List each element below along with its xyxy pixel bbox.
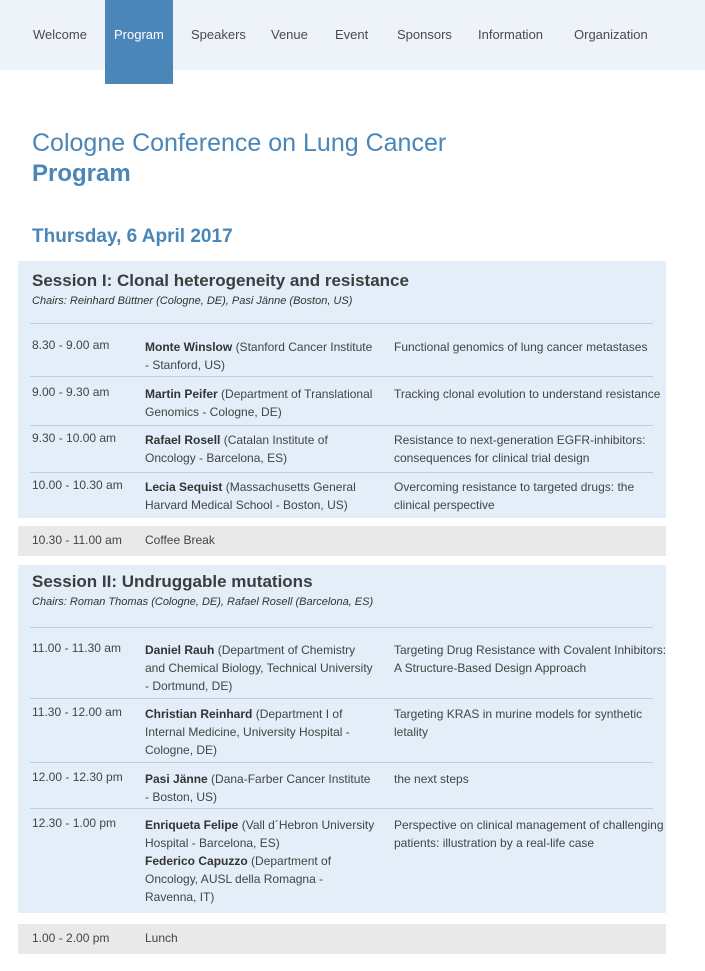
speaker-name: Christian Reinhard xyxy=(145,707,253,721)
nav-item-event[interactable]: Event xyxy=(335,27,369,42)
session-title: Session I: Clonal heterogeneity and resistance xyxy=(32,271,409,290)
speaker-affiliation: (Dana-Farber Cancer Institute - Boston, US) xyxy=(145,772,371,804)
nav-item-sponsors[interactable]: Sponsors xyxy=(397,27,452,42)
speaker-affiliation: (Department of Oncology, AUSL della Romagna - Ravenna, IT) xyxy=(145,854,332,904)
talk-time: 10.00 - 10.30 am xyxy=(32,478,123,492)
page-title: Cologne Conference on Lung Cancer xyxy=(32,129,447,157)
page-subtitle: Program xyxy=(32,160,131,187)
talk-time: 9.00 - 9.30 am xyxy=(32,385,110,399)
break-label: Lunch xyxy=(145,931,178,945)
talk-time: 11.00 - 11.30 am xyxy=(32,641,121,655)
talk-title: Perspective on clinical management of challenging patients: illustration by a real-life case xyxy=(394,818,664,850)
speaker-name: Martin Peifer xyxy=(145,387,218,401)
break-row xyxy=(18,526,666,556)
speaker-name: Pasi Jänne xyxy=(145,772,208,786)
nav-item-speakers[interactable]: Speakers xyxy=(191,27,246,42)
main-nav xyxy=(0,0,670,84)
speaker-name: Enriqueta Felipe xyxy=(145,818,239,832)
session-chairs: Chairs: Roman Thomas (Cologne, DE), Rafael Rosell (Barcelona, ES) xyxy=(32,596,374,608)
speaker-name: Rafael Rosell xyxy=(145,433,221,447)
nav-item-organization[interactable]: Organization xyxy=(574,27,648,42)
talk-speaker xyxy=(145,431,375,467)
talk-time: 9.30 - 10.00 am xyxy=(32,431,117,445)
divider xyxy=(30,425,653,426)
talk-time: 12.00 - 12.30 pm xyxy=(32,770,123,784)
break-time: 10.30 - 11.00 am xyxy=(32,533,122,547)
talk-title: Overcoming resistance to targeted drugs: the clinical perspective xyxy=(394,480,635,512)
break-time: 1.00 - 2.00 pm xyxy=(32,931,110,945)
talk-title: Functional genomics of lung cancer metastases xyxy=(394,340,648,354)
talk-speaker xyxy=(145,816,375,906)
session-title: Session II: Undruggable mutations xyxy=(32,572,313,591)
speaker-affiliation: (Catalan Institute of Oncology - Barcelona, ES) xyxy=(145,433,328,465)
talk-title: Targeting Drug Resistance with Covalent Inhibitors: A Structure-Based Design Approach xyxy=(394,643,667,675)
nav-item-venue[interactable]: Venue xyxy=(271,27,308,42)
divider xyxy=(30,472,653,473)
divider xyxy=(30,808,653,809)
speaker-name: Lecia Sequist xyxy=(145,480,223,494)
session-chairs: Chairs: Reinhard Büttner (Cologne, DE), Pasi Jänne (Boston, US) xyxy=(32,295,353,307)
speaker-name: Federico Capuzzo xyxy=(145,854,248,868)
speaker-affiliation: (Massachusetts General Harvard Medical School - Boston, US) xyxy=(145,480,356,512)
nav-item-information[interactable]: Information xyxy=(478,27,544,42)
talk-speaker xyxy=(145,641,375,695)
divider xyxy=(30,762,653,763)
divider xyxy=(30,376,653,377)
speaker-name: Monte Winslow xyxy=(145,340,233,354)
speaker-affiliation: (Vall d´Hebron University Hospital - Barcelona, ES) xyxy=(145,818,375,850)
program-day: Thursday, 6 April 2017 xyxy=(32,226,233,247)
talk-title: Targeting KRAS in murine models for synthetic letality xyxy=(394,707,643,739)
divider xyxy=(30,323,653,324)
divider xyxy=(30,627,653,628)
talk-speaker xyxy=(145,338,375,374)
speaker-name: Daniel Rauh xyxy=(145,643,215,657)
talk-title: Tracking clonal evolution to understand resistance xyxy=(394,387,661,401)
talk-time: 12.30 - 1.00 pm xyxy=(32,816,117,830)
speaker-affiliation: (Department of Chemistry and Chemical Biology, Technical University - Dortmund, DE) xyxy=(145,643,373,693)
talk-title: Resistance to next-generation EGFR-inhibitors: consequences for clinical trial design xyxy=(394,433,646,465)
speaker-affiliation: (Department I of Internal Medicine, University Hospital - Cologne, DE) xyxy=(145,707,350,757)
break-label: Coffee Break xyxy=(145,533,215,547)
talk-speaker xyxy=(145,770,375,806)
talk-title: the next steps xyxy=(394,772,469,786)
session-block xyxy=(18,565,666,913)
talk-time: 8.30 - 9.00 am xyxy=(32,338,110,352)
divider xyxy=(30,698,653,699)
session-block xyxy=(18,261,666,518)
speaker-affiliation: (Stanford Cancer Institute - Stanford, US) xyxy=(145,340,373,372)
nav-item-program[interactable]: Program xyxy=(105,0,173,84)
break-row xyxy=(18,924,666,954)
talk-time: 11.30 - 12.00 am xyxy=(32,705,122,719)
nav-item-welcome[interactable]: Welcome xyxy=(33,27,87,42)
talk-speaker xyxy=(145,385,375,421)
talk-speaker xyxy=(145,705,375,759)
speaker-affiliation: (Department of Translational Genomics - Cologne, DE) xyxy=(145,387,373,419)
talk-speaker xyxy=(145,478,375,514)
